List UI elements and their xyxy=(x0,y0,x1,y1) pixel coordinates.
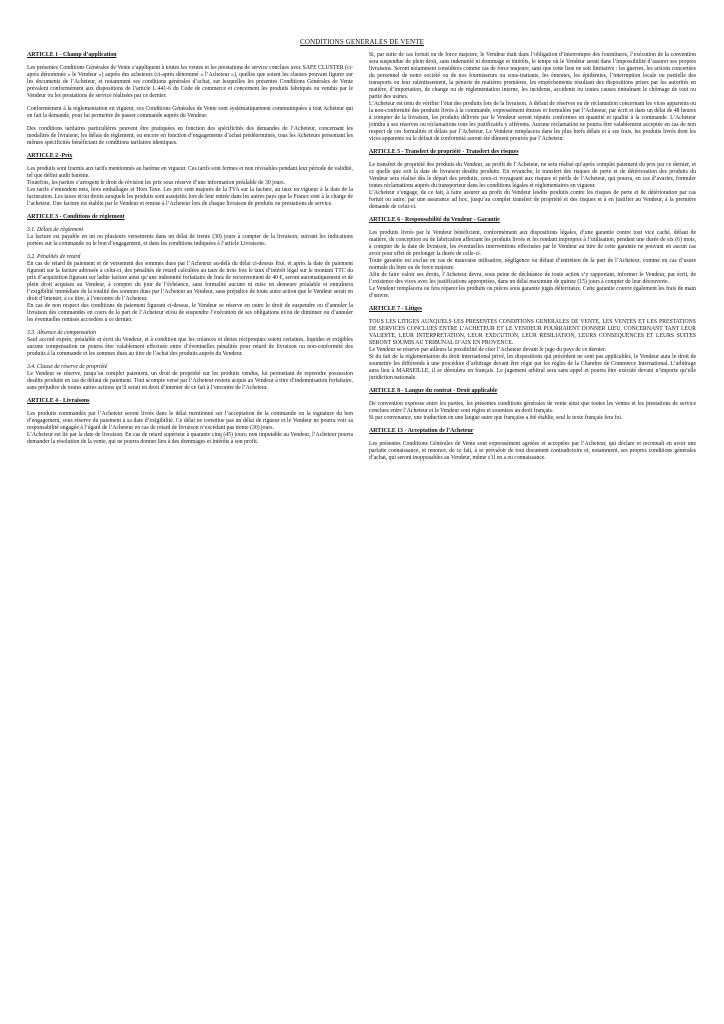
article-6-paragraph: Afin de faire valoir ses droits, l’Acheteur devra, sous peine de déchéance de toute action s’y rapportant, informer le Vendeur, par écrit, de l’existence des vices avec les justifications appropriées, dans un délai maximum de quinze (15) jours à compter de leur découverte. xyxy=(369,272,696,285)
subsection-heading: 3.3. Absence de compensation xyxy=(27,330,96,336)
article-3-paragraph: Sauf accord exprès, préalable et écrit du Vendeur, et à condition que les créances et dettes réciproques soient certaines, liquides et exigibles aucune compensation ne pourra être valablement effectuée entre d’éventuelles pénalités pour retard de livraison ou non-conformité des produits à la commande et les sommes dues au titre de l’achat des produits auprès du Vendeur. xyxy=(27,337,353,357)
article-4-paragraph: L’Acheteur est lié par la date de livraison. En cas de retard supérieur à quarante cinq (45) jours, non imputable au Vendeur, l’Acheteur pourra demander la résolution de la vente, qui ne pourra donner lieu à des dommages et intérêts à son profit. xyxy=(27,432,353,445)
article-3-heading: ARTICLE 3 - Conditions de règlement xyxy=(27,214,125,220)
article-2-heading: ARTICLE 2 -Prix xyxy=(27,153,73,159)
article-7-paragraph: TOUS LES LITIGES AUXQUELS LES PRESENTES CONDITIONS GENERALES DE VENTE, LES VENTES ET LES PRESTATIONS DE SERVICES CONCLUES ENTRE L’ACHETEUR ET LE VENDEUR POURRAIENT DONNER LIEU, CONCERNANT TANT LEUR VALIDITE, LEUR INTERPRETATION, LEUR EXECUTION, LEUR RESILIATION, LEURS CONSEQUENCES ET LEURS SUITES SERONT SOUMIS AU TRIBUNAL D’AIX EN PROVENCE. xyxy=(369,319,696,346)
article-4-paragraph: Les produits commandés par l’Acheteur seront livrés dans le délai mentionné sur l’acceptation de la commande ou la signature du bon d’engagement, sous réserve du paiement à sa date d’exigibilité. Ce délai ne constitue pas un délai de rigueur et le Vendeur ne pourra voir sa responsabilité engagée à l’égard de l’Acheteur en cas de retard de livraison n’excédant pas trente (30) jours. xyxy=(27,411,353,431)
article-2-paragraph: Les tarifs s’entendent nets, hors emballages et Hors Taxe. Les prix sont majorés de la TVA sur la facture, au taux en vigueur à la date de la facturation. Les taxes et/ou droits auxquels les produits sont assujettis lors de leur entrée dans les autres pays que la France sont à la charge de l’acheteur. Une facture est établie par le Vendeur et remise à l’Acheteur lors de chaque livraison de produits ou prestations de service. xyxy=(27,187,353,207)
article-3-paragraph: Le Vendeur se réserve, jusqu’au complet paiement, un droit de propriété sur les produits vendus, lui permettant de reprendre possession desdits produits en cas de défaut de paiement. Tout acompte versé par l’Acheteur restera acquis au Vendeur à titre d’indemnisation forfaitaire, sans préjudice de toutes autres actions qu’il serait en droit d’intenter de ce fait à l’encontre de l’Acheteur. xyxy=(27,371,353,391)
article-1-heading: ARTICLE 1 - Champ d’application xyxy=(27,52,117,58)
article-5-paragraph: Le transfert de propriété des produits du Vendeur, au profit de l’Acheteur, ne sera réalisé qu’après complet paiement du prix par ce dernier, et ce quelle que soit la date de livraison desdits produits. En revanche, le transfert des risques de perte et de détérioration des produits du Vendeur sera réalisé dès le départ des produits, ceux-ci voyageant aux risques et périls de l’Acheteur, qui pourra, en cas d’avaries, formuler toutes réclamations auprès du transporteur dans les conditions légales et réglementaires en vigueur. xyxy=(369,162,696,189)
article-1-paragraph: Des conditions tarifaires particulières peuvent être pratiquées en fonction des spécificités des demandes de l’Acheteur, concernant les modalités de livraison, les délais de règlement, ou encore en fonction d’engagements d’achat prédéterminés, tous les Acheteurs présentant les mêmes spécificités bénéficiant de conditions tarifaires identiques. xyxy=(27,126,353,146)
article-6-heading: ARTICLE 6 - Responsabilité du Vendeur - Garantie xyxy=(369,217,500,223)
article-4-continued-paragraph: L’Acheteur est tenu de vérifier l’état des produits lors de la livraison. A défaut de réserves ou de réclamation concernant les vices apparents ou la non-conformité des produits livrés à la commande, expressément émises et formulées par l’Acheteur, par écrit et dans un délai de 48 heures à compter de la livraison, les produits délivrés par le Vendeur seront réputés conformes en quantité et qualité à la commande. L’Acheteur joindra à ses réserves ou réclamations tous les justificatifs y afférents. Aucune réclamation ne pourra être valablement acceptée en cas de non respect de ces formalités et délais par l’Acheteur. Le Vendeur remplacera dans les plus brefs délais et à ses frais, les produits livrés dont les vices apparents ou le défaut de conformité auront été dûment prouvés par l’Acheteur. xyxy=(369,101,696,142)
article-8-paragraph: Si par convenance, une traduction en une langue autre que française a été établie, seul le texte français fera foi. xyxy=(369,415,623,421)
article-7-paragraph: Si du fait de la réglementation du droit international privé, les dispositions qui précèdent ne sont pas applicables, le Vendeur aura le droit de soumettre les différends à une procédure d’arbitrage devant être régie par les règles de la Chambre de Commerce International. L’arbitrage aura lieu à MARSEILLE, il se déroulera en français. Le jugement arbitral sera sans appel et pourra être exécuté devant n’importe qu’elle juridiction nationale. xyxy=(369,354,696,381)
subsection-heading: 3.2. Pénalités de retard xyxy=(27,254,81,260)
article-2-paragraph: Les produits sont fournis aux tarifs mentionnés au barème en vigueur. Ces tarifs sont fermes et non révisables pendant leur période de validité, tel que défini audit barème. xyxy=(27,166,353,179)
article-5-heading: ARTICLE 5 - Transfert de propriété - Transfert des risques xyxy=(369,149,519,155)
article-7-heading: ARTICLE 7 - Litiges xyxy=(369,306,422,312)
article-1-paragraph: Les présentes Conditions Générales de Vente s’appliquent à toutes les ventes et les prestations de service conclues avec SAFE CLUSTER (ci-après dénommée « le Vendeur ») auprès des acheteurs (ci-après dénommé « l’Acheteur »), quelles que soient les clauses pouvant figurer sur les documents de l’Acheteur, et notamment ses conditions générales d’achat, sur lesquelles les présentes Conditions Générales de Vente prévalent conformément aux dispositions de l’article L 441-6 du Code de commerce et concernent les produits fabriqués ou vendus par le Vendeur ou les prestations de service réalisées par ce dernier. xyxy=(27,65,353,99)
article-6-paragraph: Les produits livrés par le Vendeur bénéficient, conformément aux dispositions légales, d’une garantie contre tout vice caché, défaut de matière, de conception ou de fabrication affectant les produits livrés et les rendant impropres à l’utilisation, pendant une durée de six (6) mois, à compter de la date de livraison, les éventuelles interventions effectuées par le Vendeur au titre de cette garantie ne pouvant en aucun cas avoir pour effet de prolonger la durée de celle-ci. xyxy=(369,230,696,257)
subsection-heading: 3.4. Clause de réserve de propriété xyxy=(27,364,108,370)
article-7-paragraph: Le Vendeur se réserve par ailleurs la possibilité de citer l’Acheteur devant le juge du pays de ce dernier. xyxy=(369,347,606,353)
article-13-heading: ARTICLE 13 - Acceptation de l’Acheteur xyxy=(369,428,474,434)
article-3-paragraph: En cas de non respect des conditions de paiement figurant ci-dessus, le Vendeur se réserve en outre le droit de suspendre ou d’annuler la livraison des commandes en cours de la part de l’Acheteur et/ou de suspendre l’exécution de ses obligations et/ou de diminuer ou d’annuler les éventuelles remises accordées à ce dernier. xyxy=(27,303,353,323)
article-6-paragraph: Toute garantie est exclue en cas de mauvaise utilisation, négligence ou défaut d’entretien de la part de l’Acheteur, comme en cas d’usure normale du bien ou de force majeure. xyxy=(369,258,696,271)
article-13-paragraph: Les présentes Conditions Générales de Vente sont expressément agréées et acceptées par l’Acheteur, qui déclare et reconnaît en avoir une parfaite connaissance, et renonce, de ce fait, à se prévaloir de tout document contradictoire et, notamment, ses propres conditions générales d’achat, qui seront inopposables au Vendeur, même s’il en a eu connaissance. xyxy=(369,441,696,461)
article-8-heading: ARTICLE 8 - Langue du contrat - Droit applicable xyxy=(369,388,498,394)
article-4-continued-paragraph: Si, par suite de cas fortuit ou de force majeure, le Vendeur était dans l’obligation d’interrompre des fournitures, l’exécution de la convention sera suspendue de plein droit, sans indemnité ni dommage et intérêts, le temps où le Vendeur serait dans l’impossibilité d’assurer ses propres livraisons. Seront notamment considérés comme cas de force majeure, sans que cette liste ne soit limitative : les guerres, les actions concertées du personnel de notre société ou de nos fournisseurs ou sous-traitants, les émeutes, les épidémies, l’interruption locale ou partielle des transports ou leur ralentissement, la pénurie de matières premières, les empêchements résultant des dispositions prises par les autorités en matière, d’importation, de change ou de réglementation interne, les incidents, accidents ou toutes causes entraînant le chômage de tout ou partie des usines. xyxy=(369,52,696,100)
article-4-heading: ARTICLE 4 - Livraisons xyxy=(27,398,90,404)
left-column xyxy=(27,52,353,452)
article-5-paragraph: L’Acheteur s’engage, de ce fait, à faire assurer au profit du Vendeur lesdits produits contre les risques de perte et de détérioration par cas fortuit ou autre, par une assurance ad hoc, jusqu’au complet transfert de propriété et des risques et à en justifier au Vendeur, à la première demande de celui-ci. xyxy=(369,190,696,210)
document-title: CONDITIONS GENERALES DE VENTE xyxy=(300,38,424,46)
article-1-paragraph: Conformément à la réglementation en vigueur, ces Conditions Générales de Vente sont systématiquement communiquées à tout Acheteur qui en fait la demande, pour lui permettre de passer commande auprès du Vendeur. xyxy=(27,106,353,119)
article-3-paragraph: En cas de retard de paiement et de versement des sommes dues par l’Acheteur au-delà du délai ci-dessus fixé, et après la date de paiement figurant sur la facture adressée à celui-ci, des pénalités de retard calculées au taux de trois fois le taux d’intérêt légal sur le montant TTC du prix d’acquisition figurant sur ladite facture ainsi qu’une indemnité forfaitaire de frais de recouvrement de 40 €, seront automatiquement et de plein droit acquises au Vendeur, à compter du jour de l’échéance, sans formalité aucune ni mise en demeure préalable et entraînera l’exigibilité immédiate de la totalité des sommes dues par l’Acheteur au Vendeur, sans préjudice de toute autre action que le Vendeur serait en droit d’intenter, à ce titre, à l’encontre de l’Acheteur. xyxy=(27,261,353,302)
article-6-paragraph: Le Vendeur remplacera ou fera réparer les produits ou pièces sous garantie jugés défectueux. Cette garantie couvre également les frais de main d’œuvre. xyxy=(369,286,696,299)
right-column xyxy=(369,52,696,468)
article-8-paragraph: De convention expresse entre les parties, les présentes conditions générales de vente ainsi que toutes les ventes et les prestations de service conclues entre l’Acheteur et le Vendeur sont régies et soumises au droit français. xyxy=(369,401,696,414)
article-3-paragraph: La facture est payable en un ou plusieurs versements dans un délai de trente (30) jours à compter de la livraison, suivant les indications portées sur la commande ou le bon d’engagement, et dans les conditions indiquées à l’article Livraisons. xyxy=(27,234,353,247)
subsection-heading: 3.1. Délais de règlement xyxy=(27,227,84,233)
article-2-paragraph: Toutefois, les parties s’arrogent le droit de révision les prix sous réserve d’une information préalable de 30 jours. xyxy=(27,180,285,186)
